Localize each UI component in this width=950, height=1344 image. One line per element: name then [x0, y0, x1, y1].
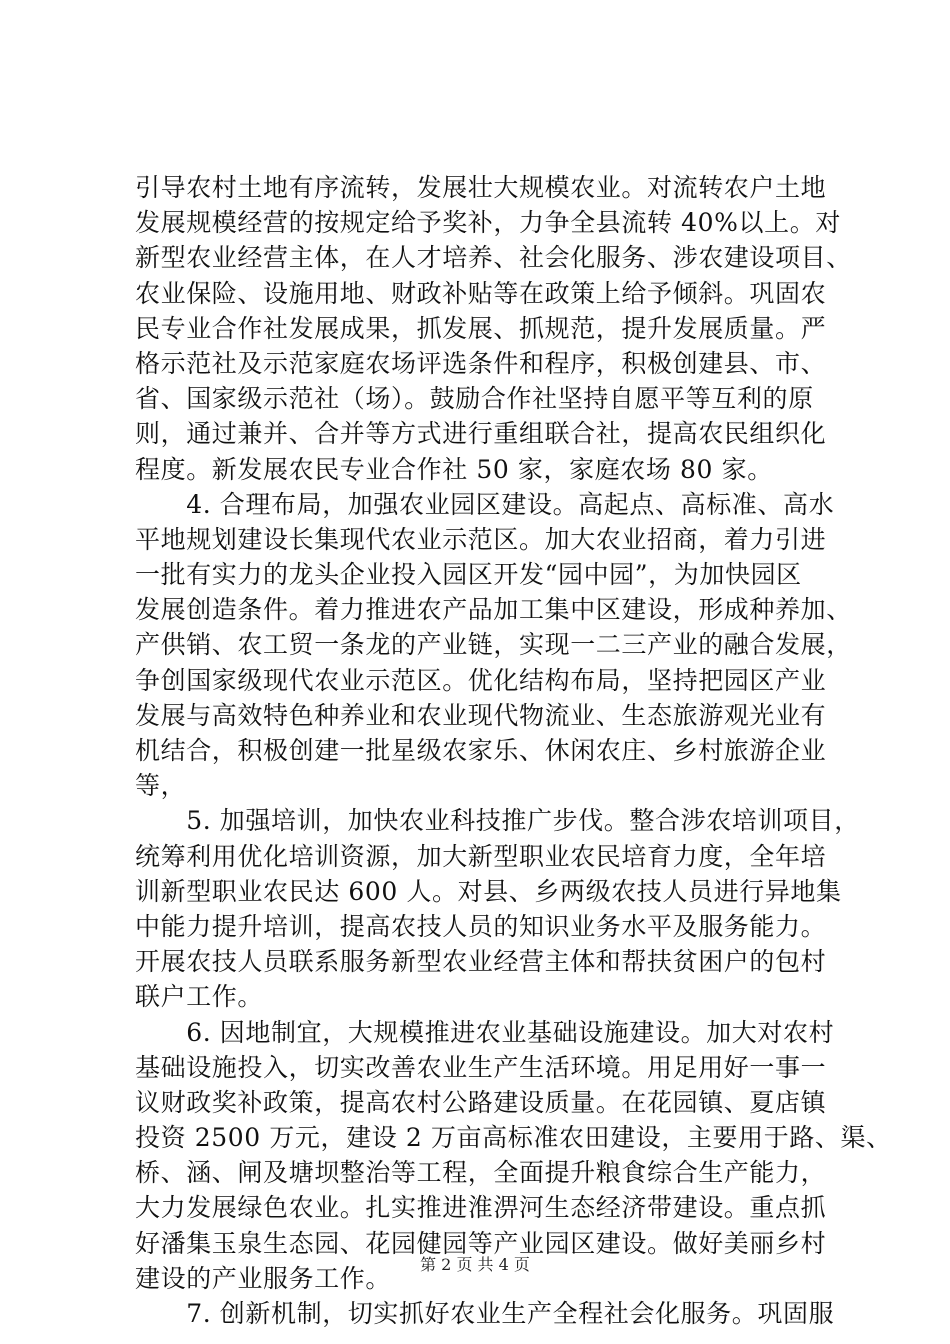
- text-line: 议财政奖补政策，提高农村公路建设质量。在花园镇、夏店镇: [135, 1087, 827, 1117]
- text-line: 争创国家级现代农业示范区。优化结构布局，坚持把园区产业: [135, 665, 827, 695]
- text-line: 产供销、农工贸一条龙的产业链，实现一二三产业的融合发展，: [135, 630, 852, 660]
- text-line: 格示范社及示范家庭农场评选条件和程序，积极创建县、市、: [135, 348, 827, 378]
- text-line: 引导农村土地有序流转，发展壮大规模农业。对流转农户土地: [135, 173, 827, 202]
- text-line: 桥、涵、闸及塘坝整治等工程，全面提升粮食综合生产能力，: [135, 1158, 827, 1188]
- text-line: 平地规划建设长集现代农业示范区。加大农业招商，着力引进: [135, 524, 827, 554]
- page-indicator: 第 2 页 共 4 页: [420, 1255, 530, 1274]
- text-line: 省、国家级示范社（场）。鼓励合作社坚持自愿平等互利的原: [135, 384, 814, 414]
- text-line: 好潘集玉泉生态园、花园健园等产业园区建设。做好美丽乡村: [135, 1228, 827, 1258]
- text-line: 统筹利用优化培训资源，加大新型职业农民培育力度，全年培: [135, 841, 827, 871]
- text-line: 民专业合作社发展成果，抓发展、抓规范，提升发展质量。严: [135, 313, 827, 343]
- text-line: 一批有实力的龙头企业投入园区开发“园中园”，为加快园区: [135, 560, 802, 590]
- text-line: 则，通过兼并、合并等方式进行重组联合社，提高农民组织化: [135, 419, 827, 449]
- body-text: [135, 170, 892, 1331]
- text-line: 程度。新发展农民专业合作社 50 家，家庭农场 80 家。: [135, 454, 773, 484]
- text-line: 发展规模经营的按规定给予奖补，力争全县流转 40%以上。对: [135, 208, 841, 238]
- text-line: 新型农业经营主体，在人才培养、社会化服务、涉农建设项目、: [135, 243, 852, 273]
- text-line: 6. 因地制宜，大规模推进农业基础设施建设。加大对农村: [135, 1017, 835, 1047]
- text-line: 中能力提升培训，提高农技人员的知识业务水平及服务能力。: [135, 911, 827, 941]
- text-line: 大力发展绿色农业。扎实推进淮淠河生态经济带建设。重点抓: [135, 1193, 827, 1223]
- text-line: 基础设施投入，切实改善农业生产生活环境。用足用好一事一: [135, 1052, 827, 1082]
- text-line: 等，: [135, 771, 187, 801]
- text-line: 联户工作。: [135, 982, 264, 1012]
- text-line: 发展与高效特色种养业和农业现代物流业、生态旅游观光业有: [135, 700, 827, 730]
- text-line: 开展农技人员联系服务新型农业经营主体和帮扶贫困户的包村: [135, 947, 827, 977]
- text-line: 4. 合理布局，加强农业园区建设。高起点、高标准、高水: [135, 489, 835, 519]
- text-line: 投资 2500 万元，建设 2 万亩高标准农田建设，主要用于路、渠、: [135, 1123, 892, 1153]
- text-line: 发展创造条件。着力推进农产品加工集中区建设，形成种养加、: [135, 595, 852, 625]
- text-line: 5. 加强培训，加快农业科技推广步伐。整合涉农培训项目，: [135, 806, 860, 836]
- text-line: 农业保险、设施用地、财政补贴等在政策上给予倾斜。巩固农: [135, 278, 827, 308]
- text-line: 训新型职业农民达 600 人。对县、乡两级农技人员进行异地集: [135, 876, 842, 906]
- page-footer: [0, 1255, 950, 1275]
- text-line: 机结合，积极创建一批星级农家乐、休闲农庄、乡村旅游企业: [135, 736, 827, 765]
- text-line: 建设的产业服务工作。: [135, 1263, 392, 1293]
- text-line: 7. 创新机制，切实抓好农业生产全程社会化服务。巩固服: [135, 1299, 835, 1328]
